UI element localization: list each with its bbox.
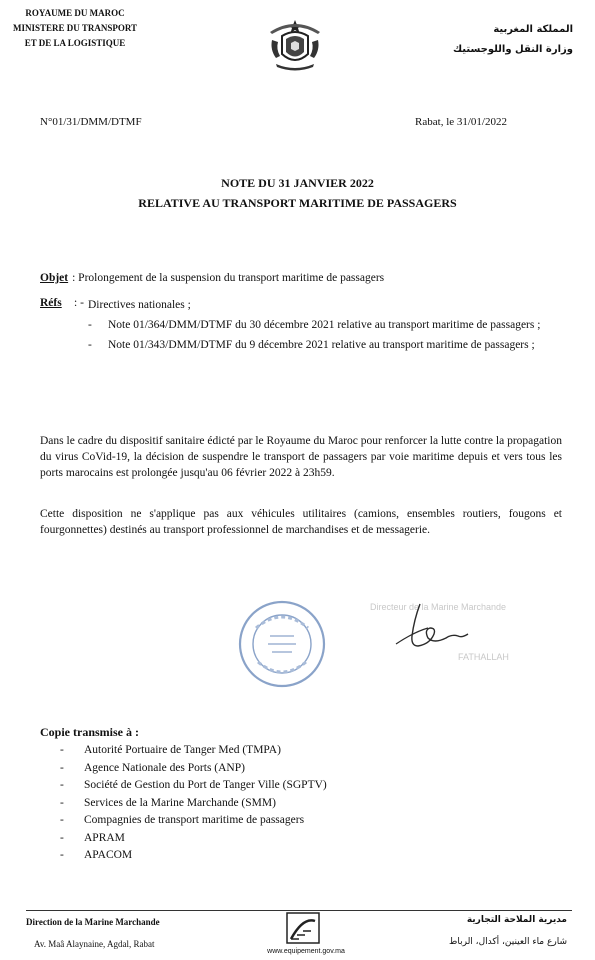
- refs-item: [88, 297, 568, 313]
- refs-item: [88, 317, 568, 333]
- header-right: [453, 20, 573, 60]
- refs-label: Réfs: [40, 297, 62, 309]
- note-title-line1: NOTE DU 31 JANVIER 2022: [221, 176, 374, 190]
- copie-item: [60, 830, 327, 848]
- header-left-line: MINISTERE DU TRANSPORT: [12, 23, 138, 33]
- dash-bullet: -: [88, 319, 92, 331]
- copie-item: [60, 777, 327, 795]
- dash-bullet: -: [88, 339, 92, 351]
- header-left: [0, 6, 150, 51]
- copie-item: [60, 795, 327, 813]
- header-right-line: المملكة المغربية: [493, 24, 573, 35]
- refs-list: [88, 297, 568, 357]
- handwritten-signature-icon: [384, 598, 504, 658]
- copie-item-text: Compagnies de transport maritime de passagers: [84, 814, 305, 826]
- copie-item-text: Services de la Marine Marchande (SMM): [84, 796, 276, 809]
- objet-text: : Prolongement de la suspension du transport maritime de passagers: [72, 272, 385, 284]
- signature-faded-line: FATHALLAH: [458, 652, 509, 662]
- refs-item-text: Note 01/364/DMM/DTMF du 30 décembre 2021 relative au transport maritime de passagers ;: [108, 319, 541, 331]
- footer-direction-name: Direction de la Marine Marchande: [26, 917, 160, 927]
- header-left-line: ET DE LA LOGISTIQUE: [24, 38, 126, 48]
- body-paragraph-2: Cette disposition ne s'applique pas aux véhicules utilitaires (camions, ensembles routiers, fougons et fourgonnettes) destinés au transport professionnel de marchandises et de messagerie.: [40, 508, 562, 536]
- header-left-line: ROYAUME DU MAROC: [25, 8, 125, 18]
- copie-item: [60, 742, 327, 760]
- note-title-line2: RELATIVE AU TRANSPORT MARITIME DE PASSAGERS: [138, 196, 457, 210]
- ministry-logo-icon: [283, 911, 323, 947]
- copie-list: [60, 742, 327, 865]
- copie-item: [60, 812, 327, 830]
- dash-bullet: -: [60, 831, 64, 844]
- header-right-line: وزارة النقل واللوجستيك: [452, 44, 573, 55]
- objet-label: Objet: [40, 272, 69, 284]
- refs-item-text: Note 01/343/DMM/DTMF du 9 décembre 2021 relative au transport maritime de passagers ;: [108, 339, 535, 351]
- body-paragraph-1: Dans le cadre du dispositif sanitaire édicté par le Royaume du Maroc pour renforcer la lutte contre la propagation du virus CoVid-19, la décision de suspendre le transport de passagers par voie maritime depuis et vers tous les ports marocains est prolongée jusqu'au 06 février 2022 à 23h59.: [40, 435, 562, 479]
- dash-bullet: -: [60, 849, 64, 861]
- refs-item: [88, 337, 568, 353]
- footer-address: Av. Maâ Alaynaine, Agdal, Rabat: [34, 939, 155, 949]
- signature-area: [362, 598, 562, 678]
- moroccan-coat-of-arms-icon: [264, 14, 326, 74]
- copie-item: [60, 760, 327, 778]
- copie-item-text: Autorité Portuaire de Tanger Med (TMPA): [84, 744, 281, 756]
- dash-bullet: -: [60, 779, 64, 791]
- footer-website: www.equipement.gov.ma: [267, 948, 345, 955]
- footer-address-ar: شارع ماء العينين، أكدال، الرباط: [449, 937, 567, 947]
- copie-item-text: APRAM: [84, 831, 125, 844]
- objet-row: [40, 272, 384, 284]
- reference-number: N°01/31/DMM/DTMF: [40, 116, 142, 128]
- signature-faded-line: Directeur de la Marine Marchande: [370, 602, 507, 612]
- footer-direction-name-ar: مديرية الملاحة التجارية: [466, 915, 567, 925]
- dash-bullet: -: [60, 761, 64, 774]
- copie-item: [60, 847, 327, 865]
- official-round-stamp-icon: [236, 598, 328, 690]
- dash-bullet: -: [60, 796, 64, 809]
- refs-colon: : -: [74, 297, 84, 309]
- dash-bullet: -: [60, 744, 64, 756]
- place-date: Rabat, le 31/01/2022: [415, 116, 507, 128]
- copie-item-text: Agence Nationale des Ports (ANP): [84, 761, 245, 774]
- dash-bullet: -: [60, 814, 64, 826]
- copie-item-text: Société de Gestion du Port de Tanger Ville (SGPTV): [84, 779, 327, 791]
- copie-label: Copie transmise à :: [40, 725, 139, 739]
- copie-item-text: APACOM: [84, 849, 133, 861]
- refs-item-text: Directives nationales ;: [88, 299, 191, 311]
